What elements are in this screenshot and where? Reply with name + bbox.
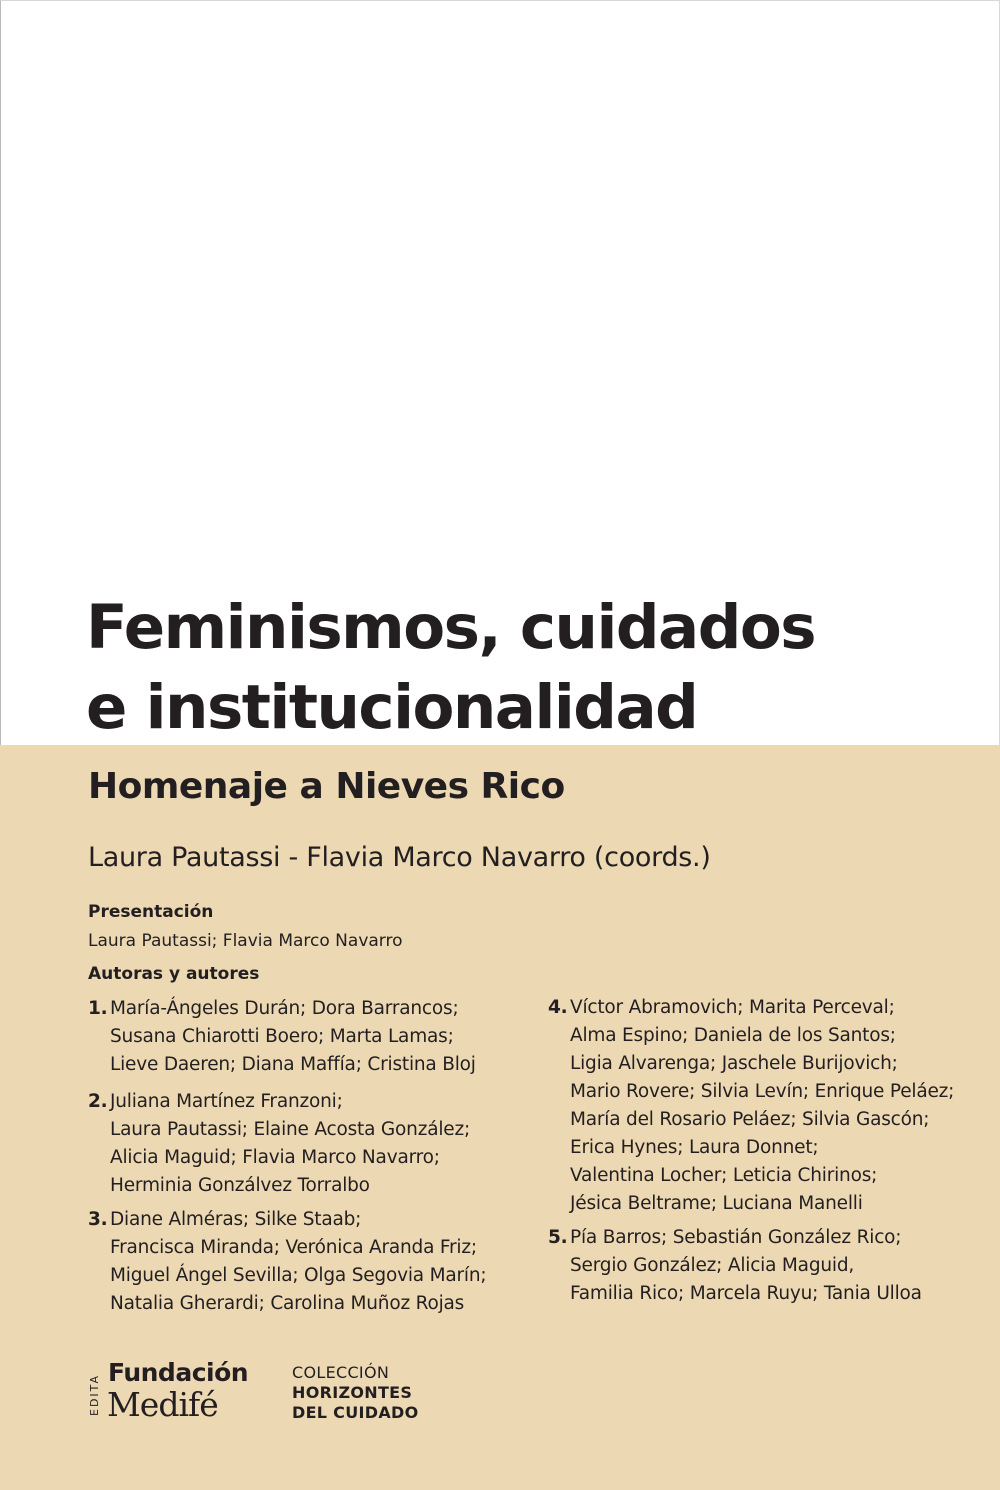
book-title <box>86 588 815 748</box>
author-line: Natalia Gherardi; Carolina Muñoz Rojas <box>110 1293 465 1314</box>
presentation-label: Presentación <box>88 902 214 922</box>
author-line: Valentina Locher; Leticia Chirinos; <box>570 1165 878 1186</box>
publisher-logo <box>86 1358 256 1428</box>
author-group-2 <box>88 1088 470 1200</box>
publisher-name-line-1: Fundación <box>108 1358 249 1387</box>
author-line: Familia Rico; Marcela Ruyu; Tania Ulloa <box>570 1283 922 1304</box>
author-group-number: 3. <box>88 1209 108 1230</box>
author-line: María-Ángeles Durán; Dora Barrancos; <box>110 998 459 1019</box>
author-group-number: 4. <box>548 997 568 1018</box>
author-group-3 <box>88 1206 486 1318</box>
author-line: Sergio González; Alicia Maguid, <box>570 1255 855 1276</box>
author-group-number: 2. <box>88 1091 108 1112</box>
book-subtitle: Homenaje a Nieves Rico <box>88 766 565 807</box>
author-line: Alicia Maguid; Flavia Marco Navarro; <box>110 1147 440 1168</box>
author-line: María del Rosario Peláez; Silvia Gascón; <box>570 1109 930 1130</box>
author-line: Juliana Martínez Franzoni; <box>110 1091 343 1112</box>
edita-label: EDITA <box>88 1373 101 1417</box>
book-title-line-1: Feminismos, cuidados <box>86 592 816 663</box>
author-line: Francisca Miranda; Verónica Aranda Friz; <box>110 1237 477 1258</box>
authors-label: Autoras y autores <box>88 964 260 984</box>
author-line: Diane Alméras; Silke Staab; <box>110 1209 362 1230</box>
author-line: Miguel Ángel Sevilla; Olga Segovia Marín; <box>110 1265 487 1286</box>
author-group-5 <box>548 1224 922 1308</box>
collection-label <box>292 1363 419 1423</box>
coordinators: Laura Pautassi - Flavia Marco Navarro (coords.) <box>88 842 711 873</box>
author-line: Pía Barros; Sebastián González Rico; <box>570 1227 902 1248</box>
author-line: Alma Espino; Daniela de los Santos; <box>570 1025 896 1046</box>
author-line: Ligia Alvarenga; Jaschele Burijovich; <box>570 1053 898 1074</box>
author-line: Jésica Beltrame; Luciana Manelli <box>570 1193 863 1214</box>
author-line: Erica Hynes; Laura Donnet; <box>570 1137 819 1158</box>
author-group-number: 1. <box>88 998 108 1019</box>
author-line: Laura Pautassi; Elaine Acosta González; <box>110 1119 471 1140</box>
presentation-names: Laura Pautassi; Flavia Marco Navarro <box>88 931 403 951</box>
author-line: Lieve Daeren; Diana Maffía; Cristina Bloj <box>110 1054 476 1075</box>
author-line: Herminia Gonzálvez Torralbo <box>110 1175 370 1196</box>
publisher-name-line-2: Medifé <box>107 1385 218 1424</box>
author-line: Víctor Abramovich; Marita Perceval; <box>570 997 895 1018</box>
author-group-1 <box>88 995 476 1079</box>
author-group-number: 5. <box>548 1227 568 1248</box>
collection-line-3: DEL CUIDADO <box>292 1403 419 1422</box>
author-line: Susana Chiarotti Boero; Marta Lamas; <box>110 1026 454 1047</box>
book-title-line-2: e institucionalidad <box>86 672 698 743</box>
collection-line-1: COLECCIÓN <box>292 1363 390 1382</box>
author-group-4 <box>548 994 954 1218</box>
collection-line-2: HORIZONTES <box>292 1383 413 1402</box>
author-line: Mario Rovere; Silvia Levín; Enrique Peláez; <box>570 1081 955 1102</box>
